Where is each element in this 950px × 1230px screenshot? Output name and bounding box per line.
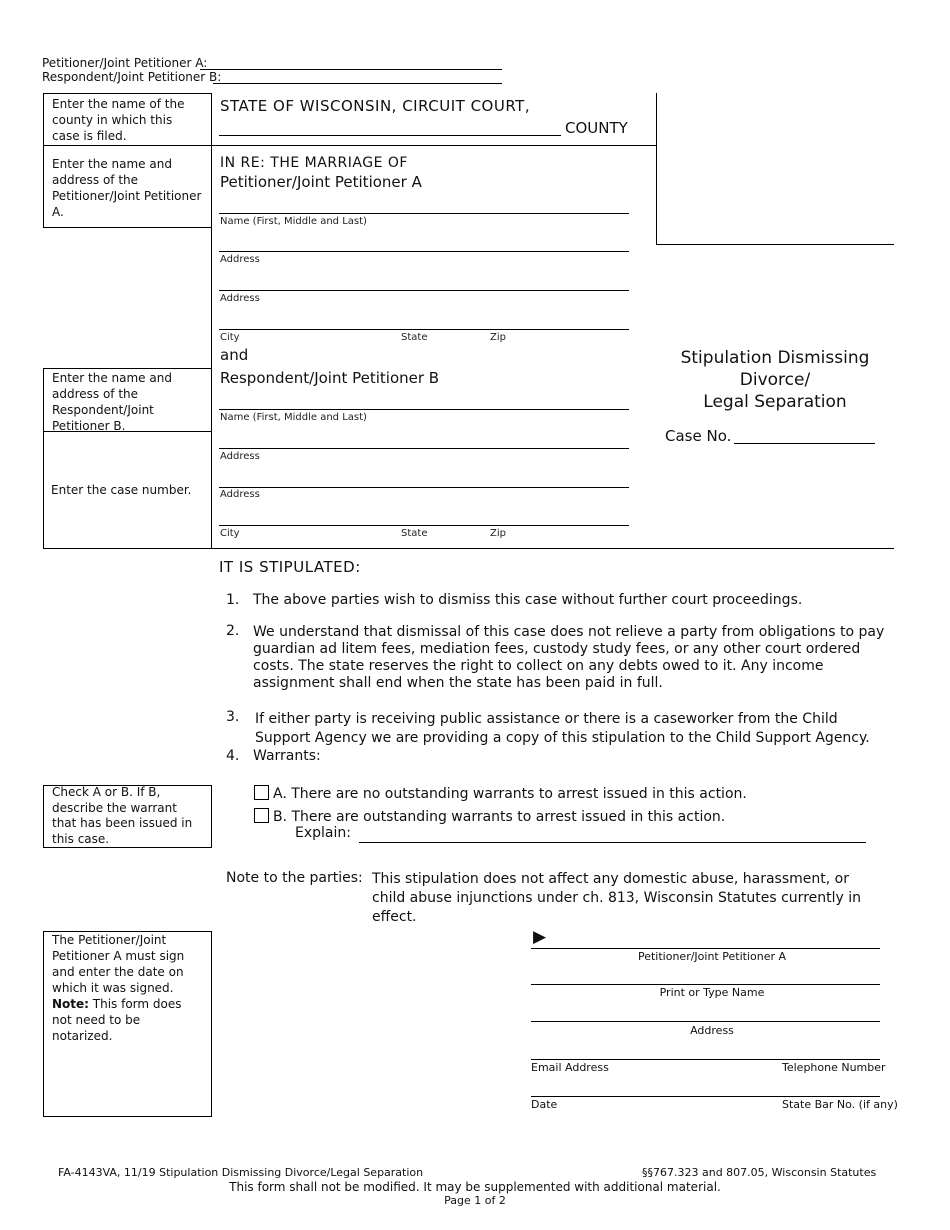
signature-note-main: The Petitioner/Joint Petitioner A must sign and enter the date on which it was signed. (52, 933, 185, 995)
party-a-state-caption: State (401, 332, 428, 343)
stipulated-heading: IT IS STIPULATED: (219, 558, 361, 576)
county-label: COUNTY (565, 119, 628, 137)
respondent-note-box (43, 368, 212, 432)
county-input-line[interactable] (219, 135, 561, 136)
note-to-parties-label: Note to the parties: (226, 870, 363, 886)
and-label: and (220, 346, 249, 364)
form-title (656, 347, 894, 413)
party-b-city-caption: City (220, 528, 240, 539)
signature-note (52, 932, 204, 1044)
print-name-caption: Print or Type Name (659, 986, 765, 999)
party-a-city-line[interactable] (219, 329, 629, 330)
respondent-note: Enter the name and address of the Respondent/Joint Petitioner B. (52, 371, 172, 433)
petitioner-line[interactable] (200, 69, 502, 70)
court-title: STATE OF WISCONSIN, CIRCUIT COURT, (220, 97, 531, 115)
party-a-address2-caption: Address (220, 293, 260, 304)
item-2-number: 2. (226, 623, 240, 639)
county-note: Enter the name of the county in which this case is filed. (52, 97, 185, 143)
party-b-address2-line[interactable] (219, 487, 629, 488)
option-b-checkbox[interactable] (254, 808, 269, 823)
email-caption: Email Address (531, 1061, 609, 1074)
party-b-state-caption: State (401, 528, 428, 539)
date-caption: Date (531, 1098, 558, 1111)
form-title-line2: Divorce/ (739, 370, 811, 390)
party-b-address1-caption: Address (220, 451, 260, 462)
signature-line[interactable] (531, 948, 880, 949)
phone-caption: Telephone Number (782, 1061, 886, 1074)
item-3-number: 3. (226, 709, 240, 725)
form-id: FA-4143VA, 11/19 Stipulation Dismissing Divorce/Legal Separation (58, 1166, 424, 1179)
case-number-note: Enter the case number. (51, 483, 192, 497)
signature-caption: Petitioner/Joint Petitioner A (637, 950, 787, 963)
bar-no-caption: State Bar No. (if any) (782, 1098, 898, 1111)
statutes: §§767.323 and 807.05, Wisconsin Statutes (642, 1166, 877, 1179)
item-1-text: The above parties wish to dismiss this case without further court proceedings. (253, 592, 803, 608)
petitioner-label: Petitioner/Joint Petitioner A: (42, 56, 208, 70)
case-no-input-line[interactable] (734, 443, 875, 444)
case-no-label: Case No. (665, 427, 732, 445)
signature-note-text: This form does not need to be notarized. (52, 997, 182, 1043)
party-b-zip-caption: Zip (490, 528, 506, 539)
county-note-box (43, 93, 212, 146)
party-b-city-line[interactable] (219, 525, 629, 526)
party-b-address2-caption: Address (220, 489, 260, 500)
respondent-line[interactable] (213, 83, 502, 84)
item-4-text: Warrants: (253, 748, 321, 764)
check-note-box (43, 785, 212, 848)
item-4-number: 4. (226, 748, 240, 764)
explain-label: Explain: (295, 825, 351, 841)
caption-bottom-line (43, 548, 894, 549)
party-b-address1-line[interactable] (219, 448, 629, 449)
date-bar-line[interactable] (531, 1096, 880, 1097)
address-line[interactable] (531, 1021, 880, 1022)
address-caption: Address (690, 1024, 734, 1037)
signature-note-label: Note: (52, 997, 89, 1011)
party-a-address1-line[interactable] (219, 251, 629, 252)
party-a-heading: Petitioner/Joint Petitioner A (220, 173, 422, 191)
sign-arrow-icon: ▶ (533, 927, 547, 947)
respondent-label: Respondent/Joint Petitioner B: (42, 70, 222, 84)
option-b[interactable] (254, 808, 725, 825)
center-divider (211, 93, 212, 549)
signature-note-box (43, 931, 212, 1117)
email-phone-line[interactable] (531, 1059, 880, 1060)
form-title-line3: Legal Separation (703, 392, 847, 412)
case-number-note-box (43, 431, 212, 549)
party-a-zip-caption: Zip (490, 332, 506, 343)
party-a-name-caption: Name (First, Middle and Last) (220, 216, 367, 227)
item-1-number: 1. (226, 592, 240, 608)
party-b-name-caption: Name (First, Middle and Last) (220, 412, 367, 423)
party-a-address1-caption: Address (220, 254, 260, 265)
petitioner-note-box (43, 145, 212, 228)
option-a[interactable] (254, 785, 747, 802)
explain-input-line[interactable] (359, 842, 866, 843)
in-re-label: IN RE: THE MARRIAGE OF (220, 155, 408, 171)
note-to-parties-text: This stipulation does not affect any domestic abuse, harassment, or child abuse injunctions under ch. 813, Wisconsin Statutes currently in effect. (372, 871, 862, 925)
right-box-bottom (656, 244, 894, 245)
option-b-label: B. There are outstanding warrants to arrest issued in this action. (273, 809, 726, 825)
check-note: Check A or B. If B, describe the warrant that has been issued in this case. (52, 785, 193, 846)
page-number: Page 1 of 2 (444, 1194, 506, 1207)
court-divider (211, 145, 656, 146)
party-a-address2-line[interactable] (219, 290, 629, 291)
footer-notice: This form shall not be modified. It may be supplemented with additional material. (229, 1180, 721, 1194)
party-b-heading: Respondent/Joint Petitioner B (220, 369, 440, 387)
option-a-label: A. There are no outstanding warrants to arrest issued in this action. (273, 786, 747, 802)
option-a-checkbox[interactable] (254, 785, 269, 800)
party-a-name-line[interactable] (219, 213, 629, 214)
item-2-text: We understand that dismissal of this case does not relieve a party from obligations to pay guardian ad litem fees, mediation fees, custody study fees, or any other court ordered costs. The state reserves the right to collect on any debts owed to it. Any income assignment shall end when the state has been paid in full. (253, 624, 885, 691)
right-divider (656, 93, 657, 244)
party-b-name-line[interactable] (219, 409, 629, 410)
petitioner-note: Enter the name and address of the Petitioner/Joint Petitioner A. (52, 157, 202, 219)
print-name-line[interactable] (531, 984, 880, 985)
item-3-text: If either party is receiving public assistance or there is a caseworker from the Child Support Agency we are providing a copy of this stipulation to the Child Support Agency. (255, 711, 870, 746)
form-title-line1: Stipulation Dismissing (680, 348, 870, 368)
party-a-city-caption: City (220, 332, 240, 343)
